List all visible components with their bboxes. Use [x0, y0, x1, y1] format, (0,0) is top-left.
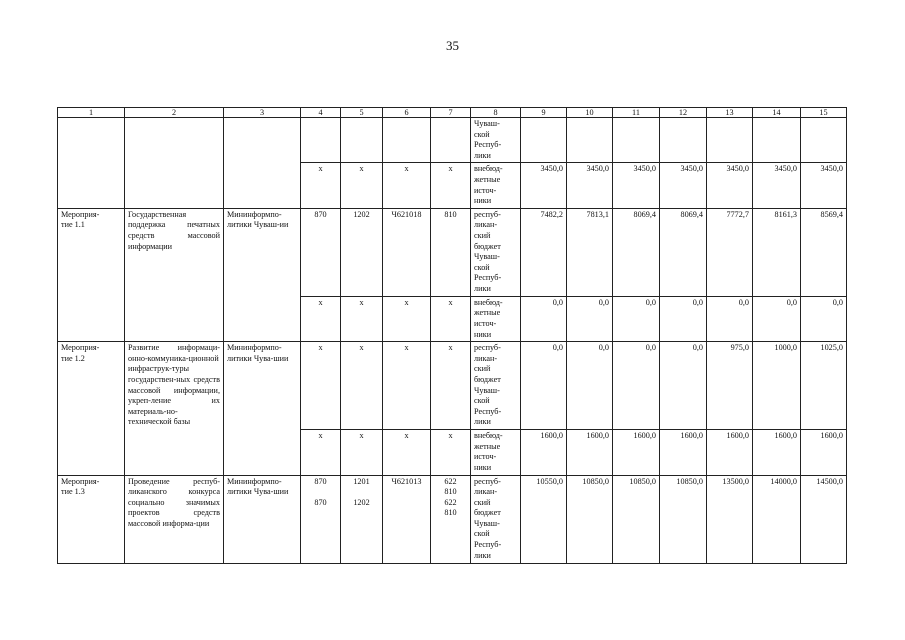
header-cell: 4	[301, 108, 341, 118]
responsible-executor: Мининформпо-литики Чува-шии	[224, 475, 301, 563]
header-cell: 5	[341, 108, 383, 118]
header-cell: 2	[125, 108, 224, 118]
header-cell: 1	[58, 108, 125, 118]
value-cell: 3450,0	[521, 163, 567, 208]
funding-source: внебюд- жетные источ- ники	[471, 296, 521, 341]
table-cell: 1202	[341, 208, 383, 296]
activity-id: Мероприя- тие 1.3	[58, 475, 125, 563]
page-number: 35	[446, 38, 459, 53]
responsible-executor: Мининформпо-литики Чува-шии	[224, 342, 301, 475]
table-cell: х	[431, 296, 471, 341]
header-cell: 9	[521, 108, 567, 118]
value-cell: 0,0	[660, 296, 707, 341]
value-cell: 0,0	[613, 296, 660, 341]
table-cell: 1201 1202	[341, 475, 383, 563]
table-cell: х	[431, 430, 471, 475]
header-cell: 8	[471, 108, 521, 118]
value-cell: 7813,1	[567, 208, 613, 296]
table-cell: 870	[301, 208, 341, 296]
table-cell	[707, 118, 753, 163]
value-cell: 1600,0	[707, 430, 753, 475]
responsible-executor: Мининформпо-литики Чуваш-ии	[224, 208, 301, 341]
table-cell: Ч621013	[383, 475, 431, 563]
table-cell: 870 870	[301, 475, 341, 563]
table-cell: х	[383, 342, 431, 430]
value-cell: 1600,0	[613, 430, 660, 475]
value-cell: 3450,0	[801, 163, 847, 208]
value-cell: 1600,0	[801, 430, 847, 475]
funding-source: респуб- ликан- ский бюджет Чуваш- ской Респуб- лики	[471, 475, 521, 563]
value-cell: 1600,0	[521, 430, 567, 475]
table-cell: 622 810 622 810	[431, 475, 471, 563]
value-cell: 0,0	[521, 296, 567, 341]
table-cell	[660, 118, 707, 163]
funding-source: респуб- ликан- ский бюджет Чуваш- ской Респуб- лики	[471, 342, 521, 430]
table-cell: х	[301, 163, 341, 208]
value-cell: 0,0	[707, 296, 753, 341]
value-cell: 0,0	[660, 342, 707, 430]
value-cell: 0,0	[613, 342, 660, 430]
table-cell	[125, 118, 224, 209]
value-cell: 13500,0	[707, 475, 753, 563]
header-cell: 10	[567, 108, 613, 118]
value-cell: 8069,4	[660, 208, 707, 296]
table-cell: х	[431, 163, 471, 208]
value-cell: 1025,0	[801, 342, 847, 430]
activity-title: Государственная поддержка печатных средств массовой информации	[125, 208, 224, 341]
table-cell: х	[301, 430, 341, 475]
value-cell: 1000,0	[753, 342, 801, 430]
value-cell: 975,0	[707, 342, 753, 430]
value-cell: 0,0	[567, 342, 613, 430]
value-cell: 1600,0	[753, 430, 801, 475]
value-cell: 1600,0	[660, 430, 707, 475]
header-cell: 13	[707, 108, 753, 118]
value-cell: 3450,0	[660, 163, 707, 208]
header-cell: 14	[753, 108, 801, 118]
activity-id: Мероприя- тие 1.2	[58, 342, 125, 475]
value-cell: 0,0	[801, 296, 847, 341]
table-cell	[58, 118, 125, 209]
activity-title: Проведение респуб-ликанского конкурса социально значимых проектов средств массовой информа-ции	[125, 475, 224, 563]
table-cell	[341, 118, 383, 163]
value-cell: 7772,7	[707, 208, 753, 296]
table-row	[58, 342, 847, 430]
header-row	[58, 108, 847, 118]
table-cell	[383, 118, 431, 163]
table-cell	[224, 118, 301, 209]
activity-title: Развитие информаци-онно-коммуника-ционной инфраструк-туры государствен-ных средств массовой информации, укреп-ление их материаль-но-технической базы	[125, 342, 224, 475]
table-cell: 810	[431, 208, 471, 296]
value-cell: 10850,0	[613, 475, 660, 563]
value-cell: 3450,0	[753, 163, 801, 208]
funding-source: Чуваш- ской Респуб- лики	[471, 118, 521, 163]
table-cell: х	[431, 342, 471, 430]
table-cell: х	[383, 296, 431, 341]
budget-table	[57, 107, 847, 564]
table-row	[58, 208, 847, 296]
table-cell	[521, 118, 567, 163]
value-cell: 0,0	[567, 296, 613, 341]
value-cell: 14500,0	[801, 475, 847, 563]
value-cell: 0,0	[521, 342, 567, 430]
value-cell: 0,0	[753, 296, 801, 341]
value-cell: 10850,0	[660, 475, 707, 563]
table-cell: х	[341, 342, 383, 430]
header-cell: 15	[801, 108, 847, 118]
table-cell	[301, 118, 341, 163]
table-cell	[801, 118, 847, 163]
funding-source: респуб- ликан- ский бюджет Чуваш- ской Респуб- лики	[471, 208, 521, 296]
value-cell: 10550,0	[521, 475, 567, 563]
value-cell: 14000,0	[753, 475, 801, 563]
header-cell: 12	[660, 108, 707, 118]
header-cell: 3	[224, 108, 301, 118]
table-row	[58, 118, 847, 163]
table-cell: х	[301, 342, 341, 430]
table-cell: х	[341, 430, 383, 475]
table-cell	[613, 118, 660, 163]
value-cell: 7482,2	[521, 208, 567, 296]
header-cell: 6	[383, 108, 431, 118]
value-cell: 8569,4	[801, 208, 847, 296]
table-cell: х	[383, 163, 431, 208]
table-cell	[431, 118, 471, 163]
table-cell: х	[341, 296, 383, 341]
table-cell: Ч621018	[383, 208, 431, 296]
value-cell: 1600,0	[567, 430, 613, 475]
value-cell: 3450,0	[707, 163, 753, 208]
value-cell: 8161,3	[753, 208, 801, 296]
value-cell: 10850,0	[567, 475, 613, 563]
value-cell: 3450,0	[613, 163, 660, 208]
table-row	[58, 475, 847, 563]
table-cell	[567, 118, 613, 163]
table-cell	[753, 118, 801, 163]
header-cell: 7	[431, 108, 471, 118]
value-cell: 8069,4	[613, 208, 660, 296]
value-cell: 3450,0	[567, 163, 613, 208]
header-cell: 11	[613, 108, 660, 118]
table-cell: х	[383, 430, 431, 475]
funding-source: внебюд- жетные источ- ники	[471, 163, 521, 208]
table-cell: х	[341, 163, 383, 208]
table-cell: х	[301, 296, 341, 341]
activity-id: Мероприя- тие 1.1	[58, 208, 125, 341]
funding-source: внебюд- жетные источ- ники	[471, 430, 521, 475]
